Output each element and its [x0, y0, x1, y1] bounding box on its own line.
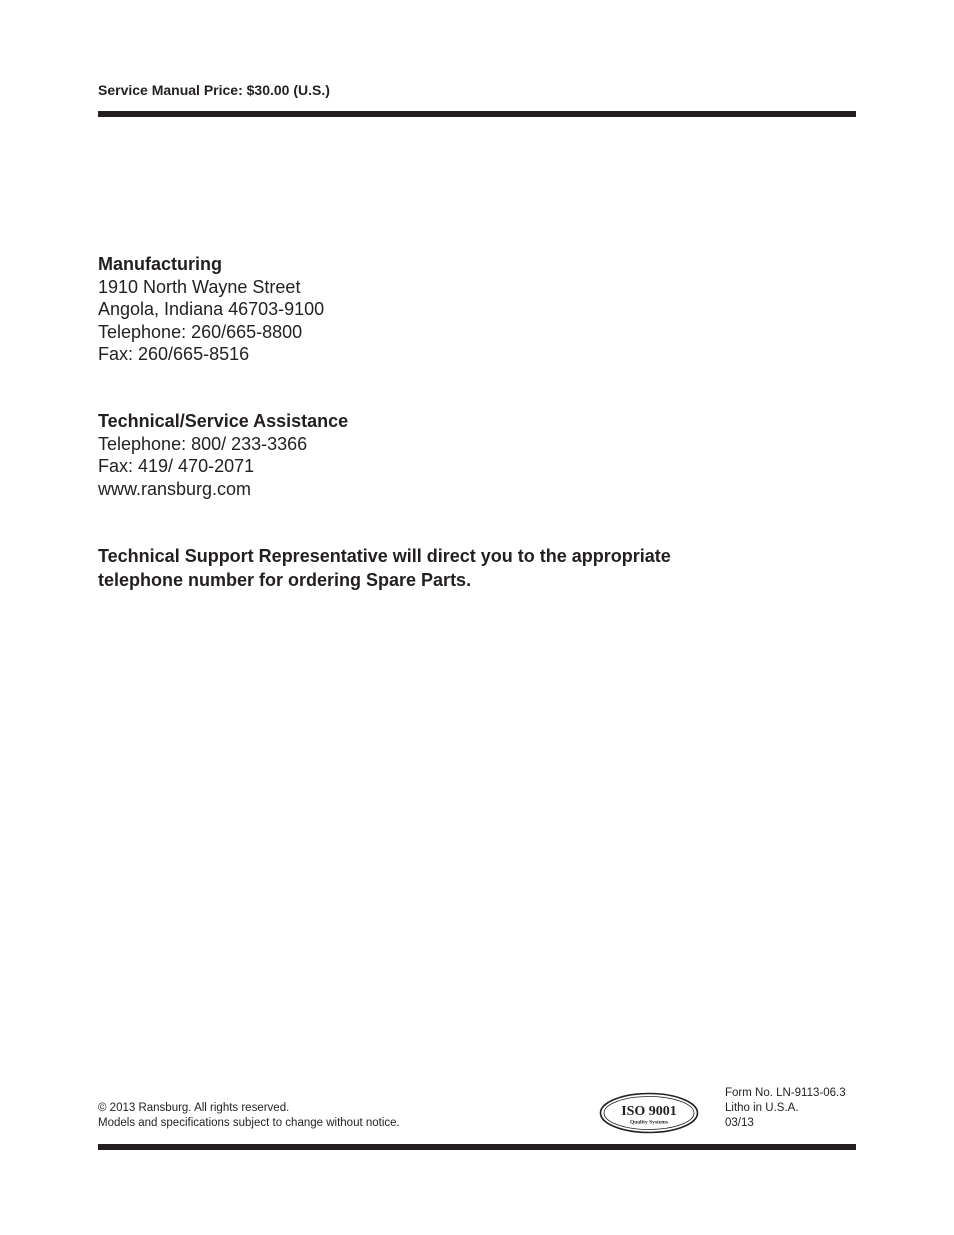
spare-parts-note-line-1: Technical Support Representative will direct you to the appropriate [98, 546, 671, 566]
technical-service-heading: Technical/Service Assistance [98, 411, 349, 431]
website-link[interactable]: www.ransburg.com [98, 478, 252, 499]
manufacturing-address-street: 1910 North Wayne Street [98, 276, 301, 297]
litho-notice: Litho in U.S.A. [725, 1102, 799, 1114]
technical-service-telephone: Telephone: 800/ 233-3366 [98, 433, 308, 454]
form-number: Form No. LN-9113-06.3 [725, 1087, 846, 1099]
footer-divider [98, 1144, 856, 1150]
manufacturing-section [98, 253, 324, 366]
spare-parts-note [98, 545, 671, 592]
iso-logo-subtitle: Quality Systems [629, 1119, 669, 1126]
copyright-notice: © 2013 Ransburg. All rights reserved. [98, 1102, 290, 1114]
manufacturing-fax: Fax: 260/665-8516 [98, 344, 250, 364]
iso-9001-logo [599, 1092, 699, 1134]
form-date: 03/13 [725, 1117, 754, 1129]
specifications-disclaimer: Models and specifications subject to change without notice. [98, 1117, 400, 1129]
manufacturing-address-city: Angola, Indiana 46703-9100 [98, 299, 325, 319]
form-info [725, 1086, 846, 1131]
manufacturing-telephone: Telephone: 260/665-8800 [98, 321, 303, 342]
service-manual-price: Service Manual Price: $30.00 (U.S.) [98, 82, 330, 98]
technical-service-section [98, 410, 348, 500]
footer-legal [98, 1101, 400, 1131]
spare-parts-note-line-2: telephone number for ordering Spare Parts. [98, 569, 472, 590]
manufacturing-heading: Manufacturing [98, 254, 222, 274]
header-divider [98, 111, 856, 117]
technical-service-fax: Fax: 419/ 470-2071 [98, 456, 255, 476]
iso-logo-title: ISO 9001 [621, 1104, 677, 1119]
